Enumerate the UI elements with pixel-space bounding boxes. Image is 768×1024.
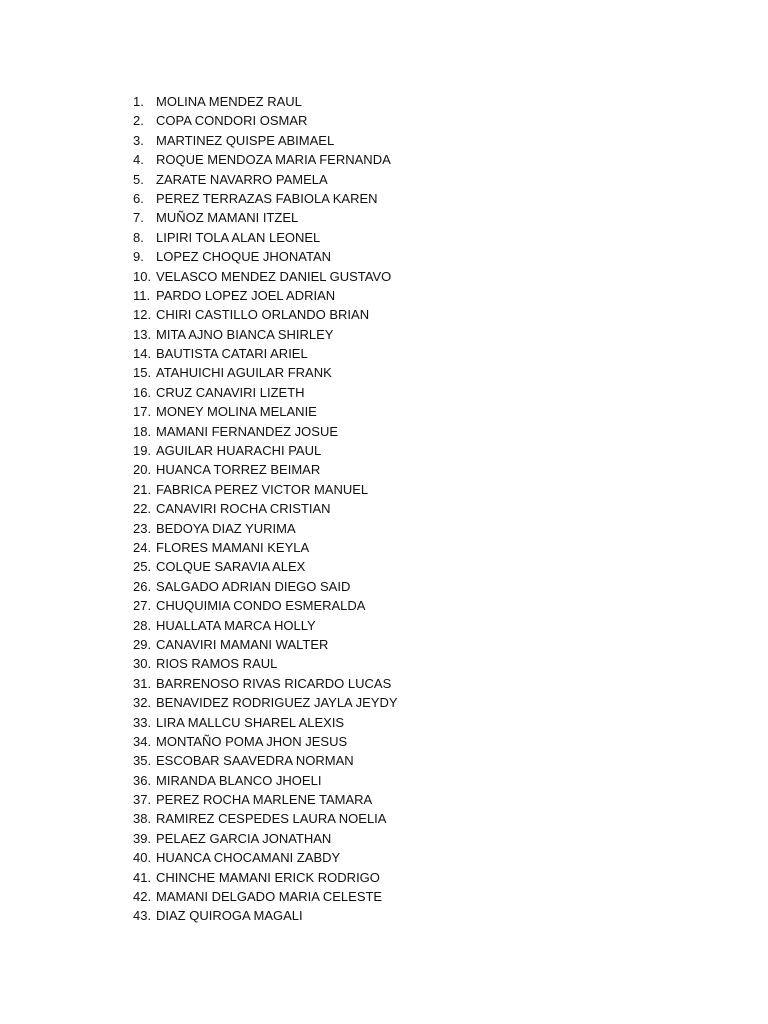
list-item-number: 1. [133,94,144,109]
list-item [133,635,398,654]
list-item-number: 27. [133,598,152,614]
list-item-number: 18. [133,423,152,439]
student-name: LIPIRI TOLA ALAN LEONEL [156,229,321,245]
student-name: BARRENOSO RIVAS RICARDO LUCAS [156,675,392,691]
list-item [133,325,398,344]
list-item-number: 5. [133,171,144,187]
list-item [133,868,398,887]
student-name: CANAVIRI MAMANI WALTER [156,636,329,652]
list-item [133,111,398,130]
list-item-number: 43. [133,908,152,924]
list-item [133,906,398,925]
student-name: ROQUE MENDOZA MARIA FERNANDA [156,152,391,168]
student-name: CHINCHE MAMANI ERICK RODRIGO [156,869,380,885]
student-name: COPA CONDORI OSMAR [156,113,308,129]
list-item-number: 6. [133,190,144,206]
student-name: MARTINEZ QUISPE ABIMAEL [156,132,335,148]
list-item [133,228,398,247]
student-name: MAMANI DELGADO MARIA CELESTE [156,889,383,905]
list-item [133,344,398,363]
list-item-number: 37. [133,792,152,808]
list-item [133,713,398,732]
student-name: MONEY MOLINA MELANIE [156,404,317,420]
list-item [133,267,398,286]
list-item [133,538,398,557]
student-name: PEREZ TERRAZAS FABIOLA KAREN [156,190,378,206]
student-name: PARDO LOPEZ JOEL ADRIAN [156,287,336,303]
list-item [133,441,398,460]
list-item-number: 24. [133,539,152,555]
student-name: MONTAÑO POMA JHON JESUS [156,733,348,749]
list-item-number: 8. [133,229,144,245]
list-item [133,208,398,227]
list-item-number: 29. [133,636,152,652]
list-item [133,150,398,169]
list-item [133,771,398,790]
student-name: BAUTISTA CATARI ARIEL [156,346,308,362]
list-item [133,189,398,208]
list-item [133,363,398,382]
list-item [133,654,398,673]
list-item-number: 23. [133,520,152,536]
student-name: HUANCA CHOCAMANI ZABDY [156,850,341,866]
list-item-number: 42. [133,889,152,905]
list-item-number: 17. [133,404,152,420]
list-item-number: 10. [133,268,152,284]
list-item-number: 16. [133,384,152,400]
list-item [133,519,398,538]
student-name: AGUILAR HUARACHI PAUL [156,443,322,459]
list-item [133,809,398,828]
list-item-number: 2. [133,113,144,129]
list-item-number: 4. [133,152,144,168]
list-item-number: 22. [133,501,152,517]
list-item-number: 25. [133,559,152,575]
list-item-number: 28. [133,617,152,633]
list-item [133,247,398,266]
list-item [133,305,398,324]
list-item [133,577,398,596]
student-name: MAMANI FERNANDEZ JOSUE [156,423,339,439]
list-item [133,557,398,576]
student-name: MITA AJNO BIANCA SHIRLEY [156,326,334,342]
student-name: ESCOBAR SAAVEDRA NORMAN [156,753,354,769]
list-item-number: 31. [133,675,152,691]
list-item [133,674,398,693]
list-item-number: 19. [133,443,152,459]
list-item [133,92,398,111]
list-item-number: 11. [133,287,151,303]
list-item-number: 9. [133,249,144,265]
list-item [133,616,398,635]
list-item-number: 36. [133,772,152,788]
list-item-number: 41. [133,869,152,885]
student-name: FABRICA PEREZ VICTOR MANUEL [156,481,369,497]
student-name: CHIRI CASTILLO ORLANDO BRIAN [156,307,370,323]
student-name: LOPEZ CHOQUE JHONATAN [156,249,332,265]
list-item [133,790,398,809]
student-name: BEDOYA DIAZ YURIMA [156,520,296,536]
list-item [133,480,398,499]
list-item [133,460,398,479]
list-item [133,499,398,518]
list-item [133,131,398,150]
list-item-number: 26. [133,578,152,594]
student-name: COLQUE SARAVIA ALEX [156,559,306,575]
student-name: CHUQUIMIA CONDO ESMERALDA [156,598,366,614]
list-item [133,732,398,751]
student-name: MUÑOZ MAMANI ITZEL [156,210,299,226]
list-item-number: 15. [133,365,152,381]
student-name-list [133,92,398,926]
student-name: VELASCO MENDEZ DANIEL GUSTAVO [156,268,392,284]
student-name: PEREZ ROCHA MARLENE TAMARA [156,792,373,808]
list-item-number: 3. [133,132,144,148]
student-name: ATAHUICHI AGUILAR FRANK [156,365,332,381]
list-item-number: 21. [133,481,152,497]
list-item-number: 35. [133,753,152,769]
student-name: ZARATE NAVARRO PAMELA [156,171,328,187]
student-name: DIAZ QUIROGA MAGALI [156,908,303,924]
student-name: SALGADO ADRIAN DIEGO SAID [156,578,351,594]
student-name: HUALLATA MARCA HOLLY [156,617,316,633]
list-item-number: 7. [133,210,144,226]
student-name: MOLINA MENDEZ RAUL [156,94,302,109]
student-name: LIRA MALLCU SHAREL ALEXIS [156,714,345,730]
list-item [133,829,398,848]
list-item [133,170,398,189]
list-item [133,402,398,421]
list-item-number: 38. [133,811,152,827]
list-item-number: 34. [133,733,152,749]
list-item-number: 33. [133,714,152,730]
list-item-number: 39. [133,830,152,846]
student-name: HUANCA TORREZ BEIMAR [156,462,321,478]
list-item-number: 30. [133,656,152,672]
list-item-number: 13. [133,326,152,342]
list-item [133,693,398,712]
student-name: MIRANDA BLANCO JHOELI [156,772,322,788]
student-name: FLORES MAMANI KEYLA [156,539,310,555]
list-item-number: 40. [133,850,152,866]
list-item [133,422,398,441]
student-name: RIOS RAMOS RAUL [156,656,278,672]
student-name: CRUZ CANAVIRI LIZETH [156,384,305,400]
list-item [133,848,398,867]
list-item-number: 32. [133,695,152,711]
student-name: PELAEZ GARCIA JONATHAN [156,830,332,846]
list-item-number: 12. [133,307,152,323]
list-item [133,596,398,615]
list-item-number: 20. [133,462,152,478]
student-name: BENAVIDEZ RODRIGUEZ JAYLA JEYDY [156,695,398,711]
list-item [133,887,398,906]
student-name: CANAVIRI ROCHA CRISTIAN [156,501,331,517]
list-item [133,383,398,402]
list-item-number: 14. [133,346,152,362]
student-name: RAMIREZ CESPEDES LAURA NOELIA [156,811,387,827]
list-item [133,286,398,305]
list-item [133,751,398,770]
